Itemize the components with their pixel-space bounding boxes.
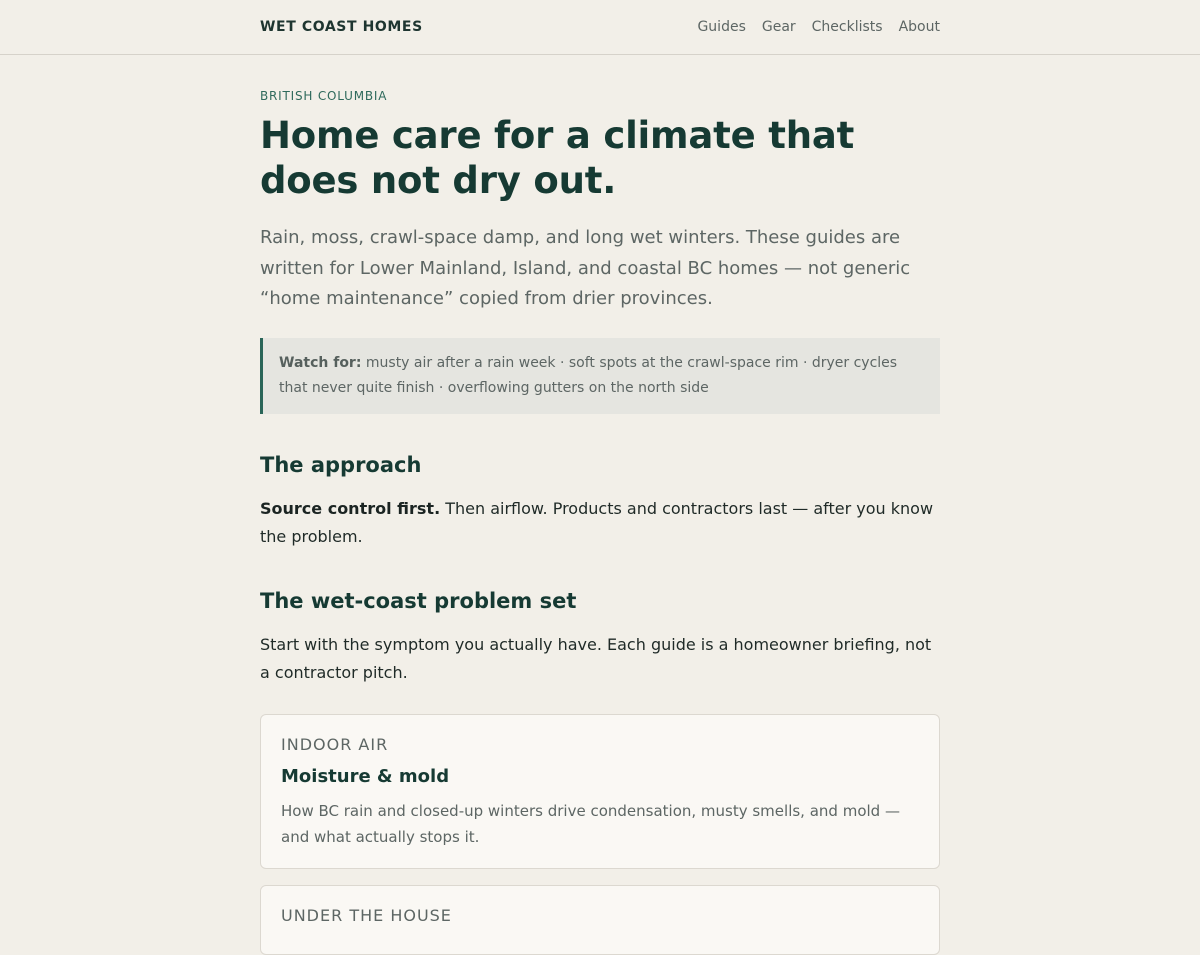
nav-link-about[interactable]: About (898, 19, 940, 35)
card-category: UNDER THE HOUSE (281, 905, 452, 925)
callout-label: Watch for: (279, 354, 362, 371)
intro-lede: Rain, moss, crawl-space damp, and long wet winters. These guides are written for Lower Mainland, Island, and coastal BC homes — not generic “home maintenance” copied from drier provinces. (260, 227, 911, 309)
approach-paragraph (260, 495, 940, 551)
card-title: Moisture & mold (281, 765, 450, 787)
approach-section (260, 451, 940, 551)
brand-logo-link[interactable]: WET COAST HOMES (260, 19, 423, 35)
approach-text: Then airflow. Products and contractors last — after you know the problem. (260, 498, 934, 546)
nav-link-guides[interactable]: Guides (697, 19, 746, 35)
nav-link-gear[interactable]: Gear (761, 19, 796, 35)
site-header (0, 0, 1200, 55)
guide-card-moisture-mold[interactable] (260, 714, 940, 869)
card-category: INDOOR AIR (281, 734, 389, 754)
approach-lead: Source control first. (260, 498, 441, 518)
nav-link-checklists[interactable]: Checklists (811, 19, 883, 35)
callout-text: musty air after a rain week · soft spots at the crawl-space rim · dryer cycles that never quite finish · overflowing gutters on the north side (279, 354, 898, 396)
card-description: How BC rain and closed-up winters drive condensation, musty smells, and mold — and what actually stops it. (281, 801, 900, 846)
problem-set-intro: Start with the symptom you actually have. Each guide is a homeowner briefing, not a contractor pitch. (260, 634, 932, 682)
approach-heading: The approach (260, 452, 422, 477)
main-content (260, 55, 940, 955)
problem-set-section (260, 587, 940, 687)
watch-for-callout (260, 338, 940, 414)
region-eyebrow: BRITISH COLUMBIA (260, 89, 388, 103)
guide-card-under-the-house[interactable] (260, 885, 940, 955)
main-nav (697, 19, 940, 35)
problem-set-heading: The wet-coast problem set (260, 588, 577, 613)
page-title: Home care for a climate that does not dry out. (260, 114, 855, 202)
